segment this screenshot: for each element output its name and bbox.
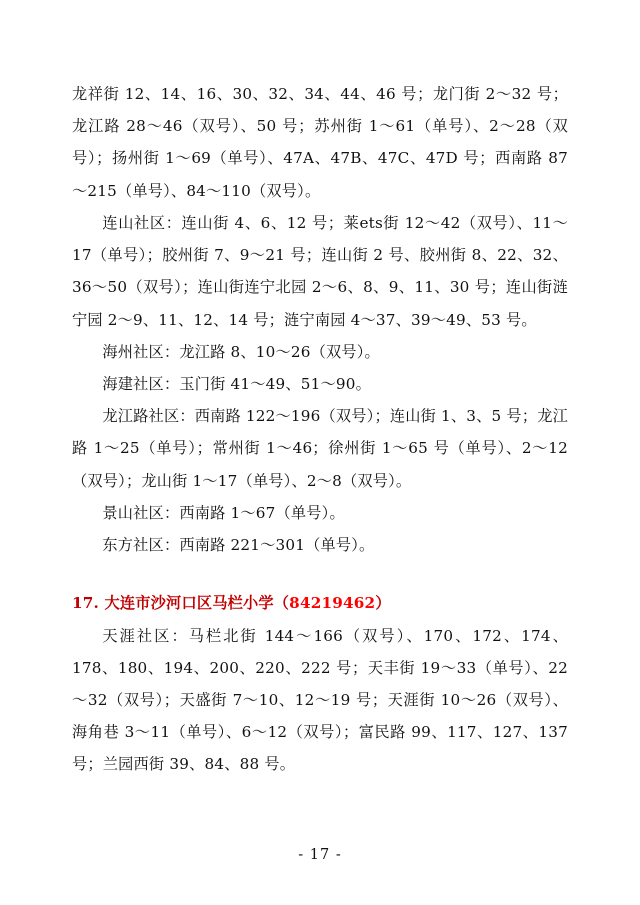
paragraph-haijian-community: 海建社区：玉门街 41～49、51～90。 — [102, 374, 371, 393]
school-phone-number: 84219462 — [289, 594, 376, 613]
paragraph-1: 龙祥街 12、14、16、30、32、34、44、46 号；龙门街 2～32 号；龙江路 28～46（双号）、50 号；苏州街 1～61（单号）、2～28（双号）；扬州街 1～69（单号）、47A、47B、47C、47D 号；西南路 87～215（单号）、84～110（双号）。 — [72, 85, 568, 200]
paragraph-tianya-community: 天涯社区：马栏北街 144～166（双号）、170、172、174、178、180、194、200、220、222 号；天丰街 19～33（单号）、22～32（双号）；天盛街 7～10、12～19 号；天涯街 10～26（双号）、海角巷 3～11（单号）、6～12（双号）；富民路 99、117、127、137 号；兰园西街 39、84、88 号。 — [72, 626, 568, 774]
school-heading — [72, 587, 568, 619]
page-number: - 17 - — [298, 847, 342, 863]
paragraph-dongfang-community: 东方社区：西南路 221～301（单号）。 — [102, 536, 375, 555]
heading-spacer — [72, 561, 568, 587]
paragraph-jingshan-community: 景山社区：西南路 1～67（单号）。 — [102, 503, 345, 522]
paragraph-haizhou-community: 海州社区：龙江路 8、10～26（双号）。 — [102, 342, 380, 361]
school-heading-tail: ） — [375, 594, 391, 613]
paragraph-lianshan-community: 连山社区：连山街 4、6、12 号；莱ets街 12～42（双号）、11～17（单号）；胶州街 7、9～21 号；连山街 2 号、胶州街 8、22、32、36～50（双号）；连山街连宁北园 2～6、8、9、11、30 号；连山街涟宁园 2～9、11、12、14 号；涟宁南园 4～37、39～49、53 号。 — [72, 213, 568, 329]
school-heading-title: 17. 大连市沙河口区马栏小学（ — [72, 594, 290, 613]
paragraph-longjianglu-community: 龙江路社区：西南路 122～196（双号）；连山街 1、3、5 号；龙江路 1～25（单号）；常州街 1～46；徐州街 1～65 号（单号）、2～12（双号）；龙山街 1～17（单号）、2～8（双号）。 — [72, 407, 568, 490]
